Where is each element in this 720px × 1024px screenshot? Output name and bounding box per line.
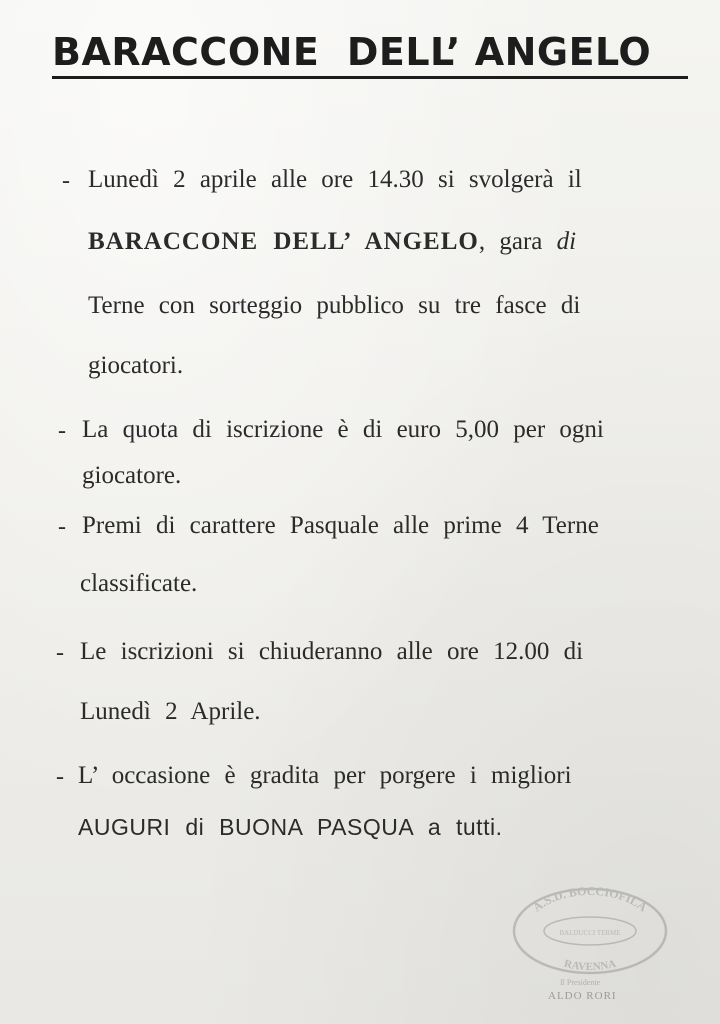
item-2-line-2: giocatore. bbox=[82, 462, 182, 489]
item-1-line-4: giocatori. bbox=[88, 352, 184, 379]
svg-text:A.S.D. BOCCIOFILA bbox=[530, 886, 650, 915]
bullet-dash: - bbox=[56, 764, 64, 790]
gara-text: , gara bbox=[478, 228, 557, 255]
association-stamp-icon bbox=[510, 886, 670, 976]
item-1-line-3: Terne con sorteggio pubblico su tre fasce di bbox=[88, 292, 581, 319]
item-3-line-1: Premi di carattere Pasquale alle prime 4 Terne bbox=[82, 512, 599, 539]
di-text: di bbox=[556, 228, 577, 255]
item-4-line-2: Lunedì 2 Aprile. bbox=[80, 698, 261, 725]
event-name: BARACCONE DELL’ ANGELO bbox=[88, 228, 479, 255]
item-1-line-2 bbox=[88, 228, 576, 256]
bullet-dash: - bbox=[58, 418, 66, 444]
svg-text:RAVENNA bbox=[563, 958, 618, 973]
stamp-signer: ALDO RORI bbox=[548, 990, 617, 1002]
item-4-line-1: Le iscrizioni si chiuderanno alle ore 12.00 di bbox=[80, 638, 584, 665]
stamp-role: Il Presidente bbox=[560, 978, 601, 987]
bullet-dash: - bbox=[56, 640, 64, 666]
stamp-center-text: BALDUCCI TERME bbox=[559, 929, 621, 937]
item-5-line-2: AUGURI di BUONA PASQUA a tutti. bbox=[78, 814, 503, 840]
stamp-bottom-text: RAVENNA bbox=[562, 957, 618, 974]
item-2-line-1: La quota di iscrizione è di euro 5,00 per ogni bbox=[82, 416, 604, 443]
item-5-line-1: L’ occasione è gradita per porgere i migliori bbox=[78, 762, 572, 789]
item-1-line-1: Lunedì 2 aprile alle ore 14.30 si svolgerà il bbox=[88, 166, 582, 193]
page-title: BARACCONE DELL’ ANGELO bbox=[52, 30, 652, 74]
item-3-line-2: classificate. bbox=[80, 570, 198, 597]
bullet-dash: - bbox=[62, 168, 70, 194]
stamp-top-text: A.S.D. BOCCIOFILA bbox=[530, 886, 650, 915]
title-underline bbox=[52, 76, 688, 79]
bullet-dash: - bbox=[58, 514, 66, 540]
